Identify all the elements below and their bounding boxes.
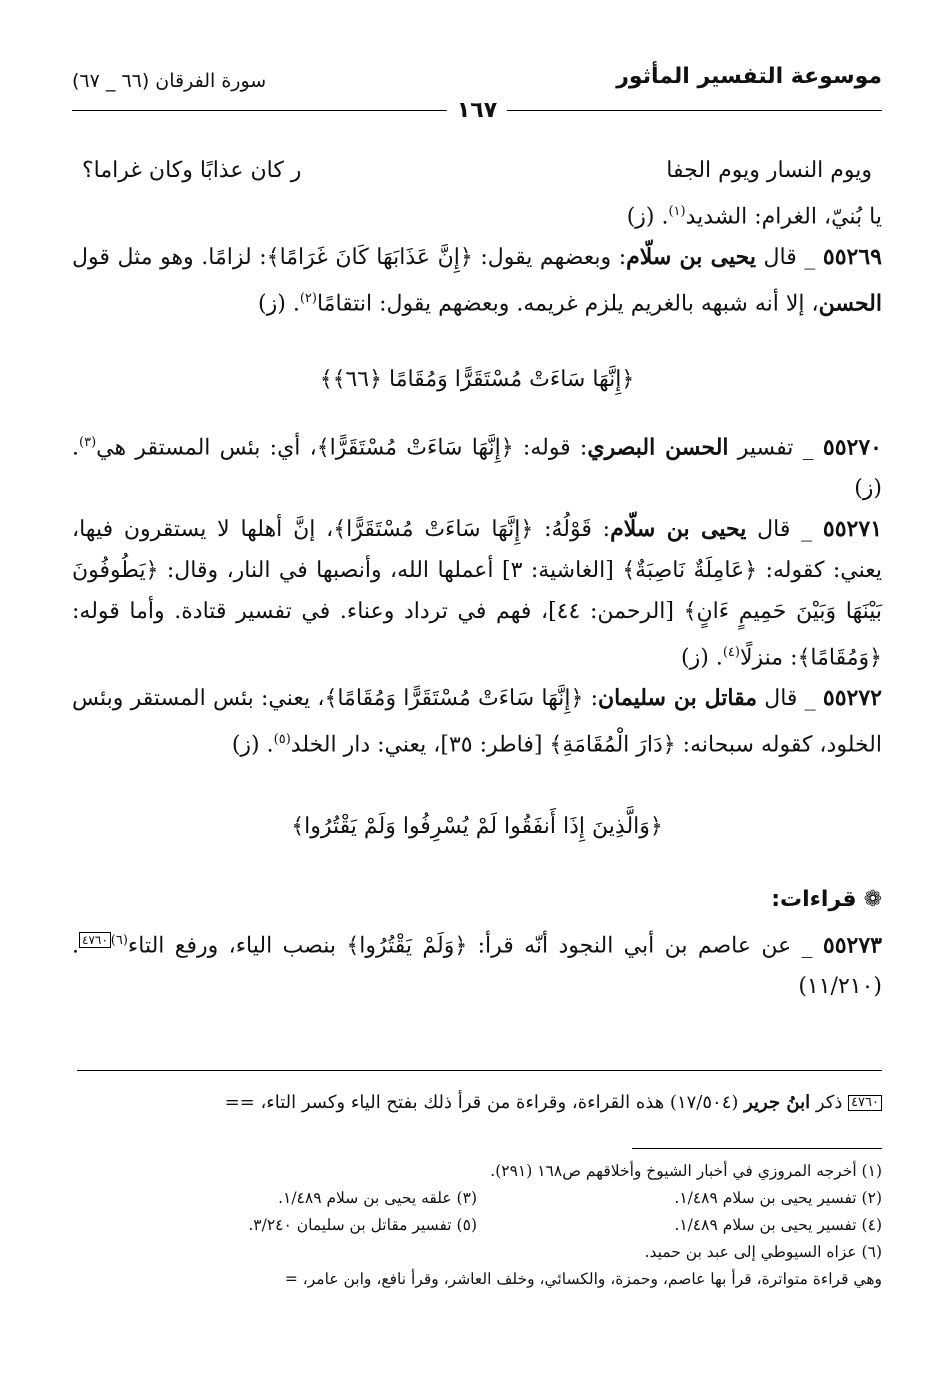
- section-title: قراءات:: [771, 886, 857, 912]
- footnote-row: [72, 1212, 882, 1239]
- narrator-name: الحسن البصري: [587, 433, 729, 460]
- entry-55269: [72, 237, 882, 324]
- footnote-1: (١) أخرجه المروزي في أخبار الشيوخ وأخلاقهم ص١٦٨ (٢٩١).: [490, 1162, 882, 1180]
- page-number: ١٦٧: [447, 98, 507, 123]
- text: . (ز): [681, 645, 723, 671]
- footnotes: [72, 1158, 882, 1293]
- text: _ قال: [757, 686, 823, 712]
- text: : قوله: ﴿إِنَّهَا سَاءَتْ مُسْتَقَرًّا﴾، أي: بئس المستقر هي: [96, 434, 588, 460]
- footnote-rule: [632, 1148, 882, 1149]
- entry-55271: [72, 509, 882, 678]
- flower-icon: ❁: [863, 886, 882, 912]
- narrator-name: الحسن: [818, 290, 882, 317]
- text: . (ز): [258, 291, 300, 317]
- text: _ عن عاصم بن أبي النجود أنّه قرأ: ﴿وَلَمْ يَقْتُرُوا﴾ بنصب الياء، ورفع التاء: [127, 932, 823, 958]
- footnote-4: (٤) تفسير يحيى بن سلام ١/٤٨٩.: [674, 1216, 882, 1234]
- text: . (ز): [231, 732, 274, 758]
- entry-number: ٥٥٢٧٣: [822, 931, 882, 958]
- entry-55273: [72, 920, 882, 1007]
- footnote-ref[interactable]: (١): [668, 204, 686, 219]
- footnote-ref[interactable]: (٢): [299, 291, 317, 307]
- text: : قَوْلُهُ: ﴿إِنَّهَا سَاءَتْ مُسْتَقَرًّا﴾، إنَّ أهلها لا يستقرون فيها، يعني: كقوله: ﴿عَامِلَةٌ نَاصِبَةٌ﴾ [الغاشية: ٣] أعملها الله، وأنصبها في النار، وقال: ﴿يَطُوفُونَ بَيْنَهَا وَبَيْنَ حَمِيمٍ ءَانٍ﴾ [الرحمن: ٤٤]، فهم في ترداد وعناء. في تفسير قتادة. وأما قوله: ﴿وَمُقَامًا﴾: منزلًا: [72, 516, 882, 671]
- footnote-row: [72, 1185, 882, 1212]
- footnote-3: (٣) علقه يحيى بن سلام ١/٤٨٩.: [278, 1189, 477, 1207]
- main-text: [72, 150, 882, 1007]
- footnote-5: (٥) تفسير مقاتل بن سليمان ٣/٢٤٠.: [248, 1216, 477, 1234]
- footnote-ref[interactable]: (٥): [273, 732, 291, 748]
- poem-verse: [72, 150, 882, 191]
- note-ref-box: ٤٧٦٠: [848, 1095, 882, 1111]
- entry-55270: [72, 422, 882, 509]
- text: : ﴿إِنَّهَا سَاءَتْ مُسْتَقَرًّا وَمُقَامًا﴾، يعني: بئس المستقر وبئس الخلود، كقوله سبحانه: ﴿دَارَ الْمُقَامَةِ﴾ [فاطر: ٣٥]، يعني: دار الخلد: [72, 686, 882, 758]
- text: : وبعضهم يقول: ﴿إِنَّ عَذَابَهَا كَانَ غَرَامًا﴾: لزامًا. وهو مثل قول: [72, 245, 627, 271]
- footnote-6: (٦) عزاه السيوطي إلى عبد بن حميد.: [644, 1243, 882, 1261]
- entry-number: ٥٥٢٦٩: [822, 244, 882, 271]
- author-name: ابنُ جرير: [744, 1092, 811, 1113]
- entry-number: ٥٥٢٧٠: [822, 433, 882, 460]
- page: [72, 58, 882, 1348]
- poem-left-hemistich: ر كان عذابًا وكان غراما؟: [82, 158, 302, 183]
- text: . (ز): [72, 434, 882, 501]
- text: (١٧/٥٠٤) هذه القراءة، وقراءة من قرأ ذلك بفتح الياء وكسر التاء، ==: [224, 1092, 745, 1113]
- ayah-heading-67: ﴿وَالَّذِينَ إِذَا أَنفَقُوا لَمْ يُسْرِفُوا وَلَمْ يَقْتُرُوا﴾: [291, 813, 663, 839]
- editor-note: [72, 1088, 882, 1118]
- text: ، إلا أنه شبهه بالغريم يلزم غريمه. وبعضهم يقول: انتقامًا: [316, 291, 819, 317]
- text: _ قال: [746, 516, 823, 542]
- entry-55272: [72, 678, 882, 765]
- note-divider: [77, 1070, 882, 1071]
- footnote-2: (٢) تفسير يحيى بن سلام ١/٤٨٩.: [674, 1189, 882, 1207]
- footnote-ref[interactable]: (٦): [110, 932, 128, 948]
- text: . (١١/٢١٠): [72, 932, 882, 999]
- section-heading: [72, 879, 882, 920]
- entry-number: ٥٥٢٧٢: [822, 685, 882, 712]
- ayah-heading-66: ﴿إِنَّهَا سَاءَتْ مُسْتَقَرًّا وَمُقَامًا ﴿٦٦﴾﴾: [319, 366, 635, 392]
- paragraph-l1: [72, 191, 882, 237]
- footnote-ref[interactable]: (٤): [722, 644, 740, 660]
- poem-right-hemistich: ويوم النسار ويوم الجفا: [666, 158, 872, 183]
- entry-number: ٥٥٢٧١: [822, 515, 883, 542]
- surah-label: سورة الفرقان (٦٦ _ ٦٧): [72, 70, 267, 92]
- text: _ تفسير: [728, 434, 823, 460]
- book-title: موسوعة التفسير المأثور: [616, 64, 882, 89]
- text: _ قال: [755, 245, 823, 271]
- narrator-name: مقاتل بن سليمان: [598, 685, 757, 712]
- narrator-name: يحيى بن سلّام: [610, 515, 747, 542]
- footnote-ref[interactable]: (٣): [79, 434, 97, 450]
- page-header: [72, 58, 882, 123]
- text: ذكر: [810, 1092, 849, 1113]
- text: يا بُنيّ، الغرام: الشديد: [685, 204, 882, 230]
- footnote-6-continuation: وهي قراءة متواترة، قرأ بها عاصم، وحمزة، والكسائي، وخلف العاشر، وقرأ نافع، وابن عامر، =: [284, 1270, 882, 1288]
- note-ref-box[interactable]: ٤٧٦٠: [79, 932, 111, 948]
- text: . (ز): [626, 204, 669, 230]
- narrator-name: يحيى بن سلّام: [626, 244, 756, 271]
